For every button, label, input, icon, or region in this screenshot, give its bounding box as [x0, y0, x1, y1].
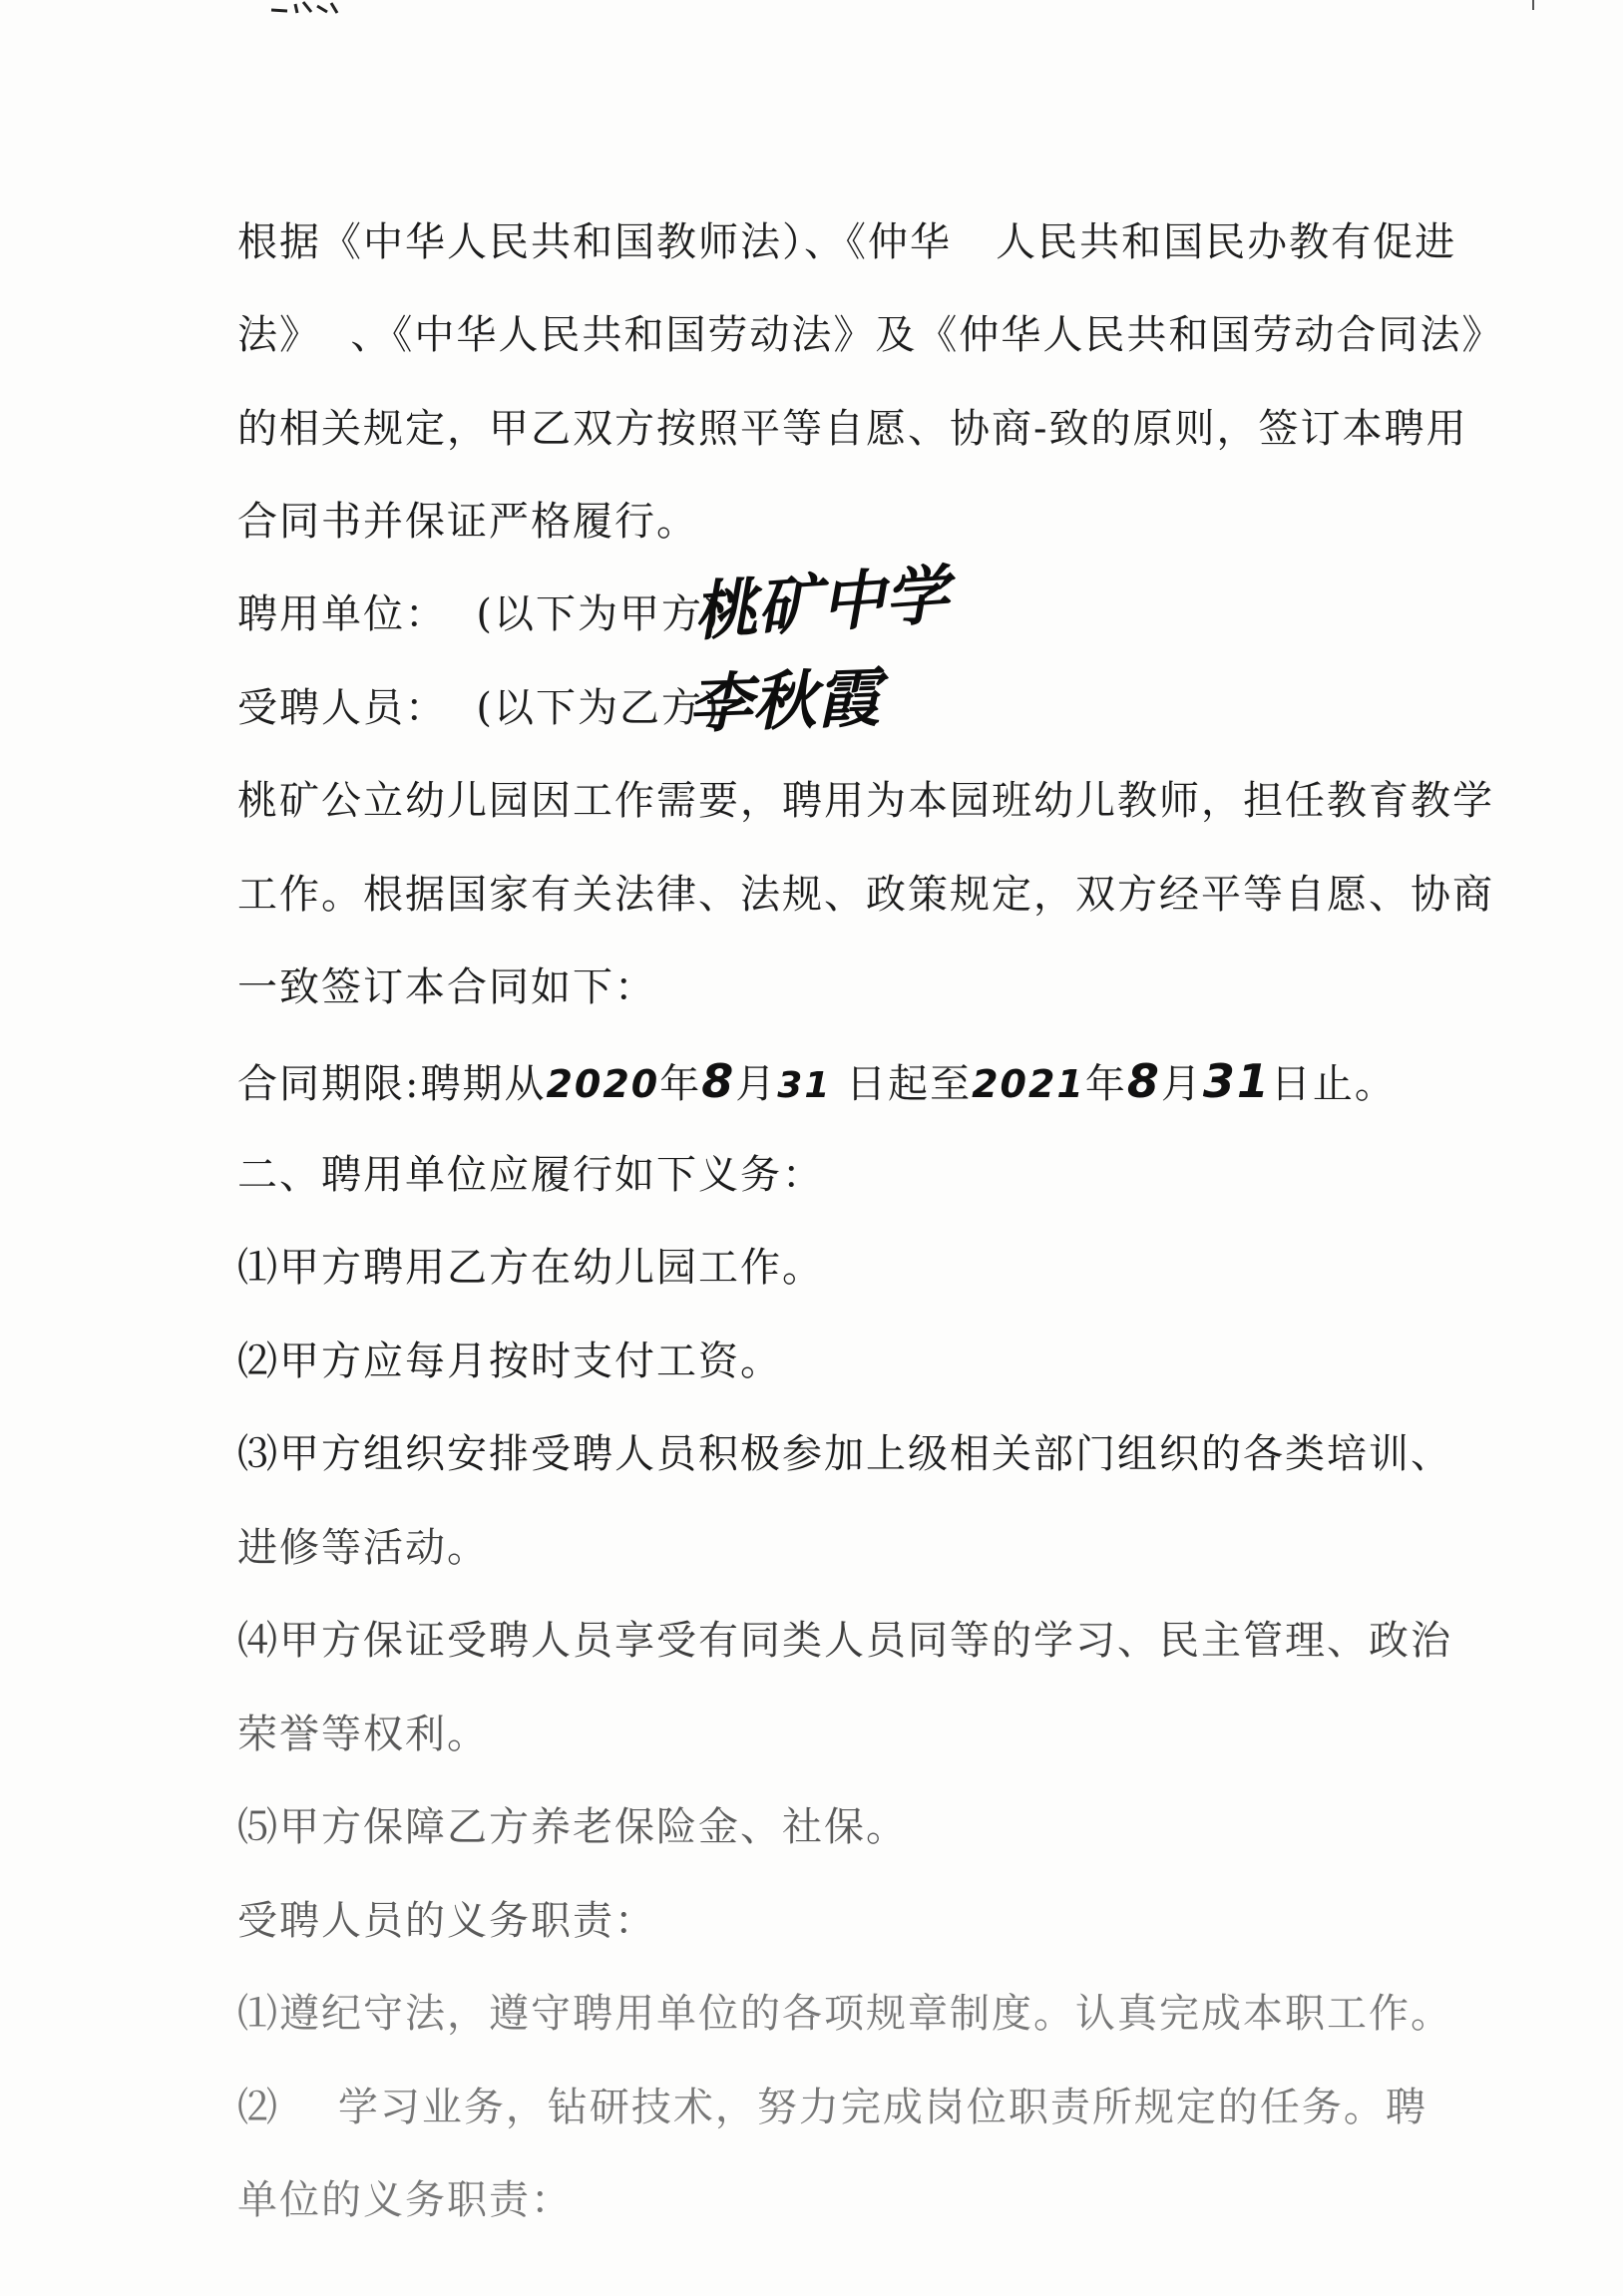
- employee-duties-heading: 受聘人员的义务职责：: [237, 1898, 656, 1944]
- employer-duty-2: ⑵甲方应每月按时支付工资。: [237, 1339, 782, 1384]
- employee-label: 受聘人员： (以下为乙方): [237, 685, 721, 731]
- intro-line-2: 法》 、《中华人民共和国劳动法》及《仲华人民共和国劳动合同法》: [237, 312, 1504, 358]
- employer-label: 聘用单位： (以下为甲方): [237, 591, 721, 637]
- employer-duty-5: ⑸甲方保障乙方养老保险金、社保。: [237, 1804, 908, 1850]
- employer-duty-1: ⑴甲方聘用乙方在幼儿园工作。: [237, 1245, 824, 1291]
- term-mid: 日起至: [831, 1061, 973, 1107]
- employer-handwritten-name: 桃矿中学: [690, 559, 952, 650]
- employer-duty-3-line-1: ⑶甲方组织安排受聘人员积极参加上级相关部门组织的各类培训、: [237, 1431, 1452, 1477]
- term-end-month: 8: [1126, 1054, 1161, 1108]
- term-end-day: 31: [1202, 1054, 1271, 1108]
- employee-duty-2-continuation: 单位的义务职责：: [237, 2177, 573, 2223]
- employee-handwritten-name: 李秋霞: [686, 661, 882, 743]
- purpose-line-2: 工作。根据国家有关法律、法规、政策规定，双方经平等自愿、协商: [237, 872, 1494, 918]
- term-end-year: 2021: [972, 1062, 1085, 1106]
- term-suffix: 日止。: [1270, 1061, 1397, 1107]
- term-start-month: 8: [701, 1054, 736, 1108]
- employer-duty-4-line-1: ⑷甲方保证受聘人员享受有同类人员同等的学习、民主管理、政治: [237, 1618, 1452, 1664]
- employee-duty-2: ⑵ 学习业务，钻研技术，努力完成岗位职责所规定的任务。聘: [237, 2085, 1427, 2130]
- term-year-char-2: 年: [1084, 1061, 1127, 1107]
- contract-term-line: [237, 1055, 1397, 1112]
- intro-line-1: 根据《中华人民共和国教师法）、《仲华 人民共和国民办教有促进: [237, 219, 1457, 265]
- employee-duty-1: ⑴遵纪守法，遵守聘用单位的各项规章制度。认真完成本职工作。: [237, 1991, 1452, 2037]
- employer-duties-heading: 二、聘用单位应履行如下义务：: [237, 1152, 824, 1198]
- term-start-year: 2020: [546, 1062, 660, 1106]
- employer-duty-3-line-2: 进修等活动。: [237, 1525, 489, 1571]
- term-prefix: 合同期限:聘期从: [237, 1061, 547, 1107]
- intro-line-3: 的相关规定，甲乙双方按照平等自愿、协商-致的原则，签订本聘用: [237, 406, 1468, 452]
- employer-duty-4-line-2: 荣誉等权利。: [237, 1712, 489, 1757]
- scan-artifact-mark: [267, 0, 357, 14]
- scan-edge-mark: [1532, 0, 1540, 10]
- term-start-day: 31: [777, 1065, 832, 1106]
- term-year-char-1: 年: [659, 1061, 702, 1107]
- term-month-char-1: 月: [735, 1061, 778, 1107]
- term-month-char-2: 月: [1160, 1061, 1203, 1107]
- purpose-line-1: 桃矿公立幼儿园因工作需要，聘用为本园班幼儿教师，担任教育教学: [237, 778, 1494, 824]
- purpose-line-3: 一致签订本合同如下：: [237, 964, 656, 1010]
- intro-line-4: 合同书并保证严格履行。: [237, 499, 698, 545]
